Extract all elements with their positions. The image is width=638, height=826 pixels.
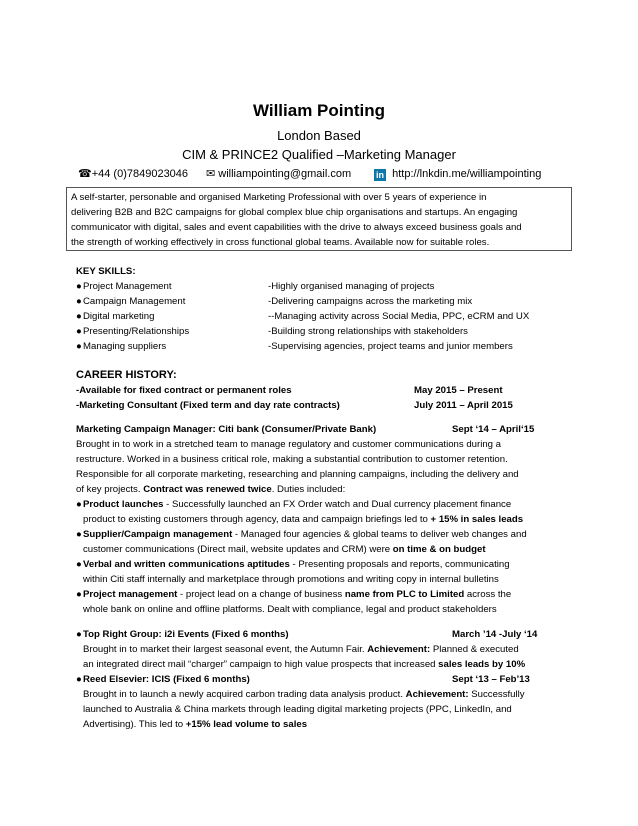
candidate-name: William Pointing: [252, 101, 386, 120]
bullet-icon: ●: [76, 341, 82, 352]
job-dates: March ’14 -July ‘14: [452, 629, 538, 640]
bullet-icon: ●: [76, 589, 82, 600]
envelope-icon: ✉: [206, 168, 216, 180]
duty-item: ●Verbal and written communications aptitudes - Presenting proposals and reports, communicating: [76, 559, 510, 570]
job-dates: Sept ‘14 – April‘15: [452, 424, 535, 435]
career-dates: May 2015 – Present: [414, 385, 503, 396]
bullet-icon: ●: [76, 559, 82, 570]
bullet-icon: ●: [76, 629, 82, 640]
candidate-title: CIM & PRINCE2 Qualified –Marketing Manager: [182, 147, 456, 162]
job-text: Brought in to launch a newly acquired carbon trading data analysis product. Achievement: Successfully: [83, 689, 525, 700]
duty-item: ●Supplier/Campaign management - Managed four agencies & global teams to deliver web changes and: [76, 529, 527, 540]
bullet-icon: ●: [76, 499, 82, 510]
job-dates: Sept ‘13 – Feb’13: [452, 674, 530, 685]
email-link[interactable]: williampointing@gmail.com: [218, 168, 352, 180]
summary-box: [66, 187, 572, 251]
phone-number: +44 (0)7849023046: [91, 168, 189, 180]
job-text: Brought in to market their largest seasonal event, the Autumn Fair. Achievement: Planned & executed: [83, 644, 519, 655]
job-title: ●Reed Elsevier: ICIS (Fixed 6 months): [76, 674, 250, 685]
job-text: Responsible for all corporate marketing, researching and planning campaigns, including the delivery and: [76, 469, 519, 480]
skills-heading: KEY SKILLS:: [76, 266, 136, 277]
career-role: -Available for fixed contract or permanent roles: [76, 385, 292, 396]
duty-item: ●Project management - project lead on a change of business name from PLC to Limited across the: [76, 589, 512, 600]
duty-item: ●Product launches - Successfully launched an FX Order watch and Dual currency placement finance: [76, 499, 512, 510]
summary-line: delivering B2B and B2C campaigns for global complex blue chip organisations and startups. An engaging: [71, 207, 518, 218]
skill-detail: -Building strong relationships with stakeholders: [268, 326, 468, 337]
summary-line: the strength of working effectively in cross functional global teams. Available now for suitable roles.: [71, 237, 490, 248]
summary-line: A self-starter, personable and organised Marketing Professional with over 5 years of experience in: [71, 192, 487, 203]
email-block: [206, 166, 351, 182]
job-title: Marketing Campaign Manager: Citi bank (Consumer/Private Bank): [76, 424, 377, 435]
duty-item-cont: product to existing customers through agency, data and campaign briefings led to + 15% in sales leads: [83, 514, 524, 525]
job-text: Brought in to work in a stretched team to manage regulatory and customer communications during a: [76, 439, 502, 450]
skill-item: ●Campaign Management: [76, 296, 186, 307]
skill-detail: -Delivering campaigns across the marketing mix: [268, 296, 473, 307]
skill-item: ●Project Management: [76, 281, 172, 292]
summary-line: communicator with digital, sales and event capabilities with the drive to always exceed business goals and: [71, 222, 522, 233]
bullet-icon: ●: [76, 296, 82, 307]
duty-item-cont: whole bank on online and offline platforms. Dealt with compliance, legal and product stakeholders: [83, 604, 497, 615]
linkedin-block: [374, 166, 541, 182]
job-text: an integrated direct mail “charger” campaign to high value prospects that increased sales leads by 10%: [83, 659, 526, 670]
skill-detail: -Highly organised managing of projects: [268, 281, 435, 292]
skill-detail: --Managing activity across Social Media, PPC, eCRM and UX: [268, 311, 530, 322]
candidate-location: London Based: [277, 128, 361, 143]
job-text: launched to Australia & China markets through leading digital marketing projects (PPC, LinkedIn, and: [83, 704, 512, 715]
job-title: ●Top Right Group: i2i Events (Fixed 6 months): [76, 629, 289, 640]
bullet-icon: ●: [76, 311, 82, 322]
career-dates: July 2011 – April 2015: [414, 400, 513, 411]
bullet-icon: ●: [76, 529, 82, 540]
skill-detail: -Supervising agencies, project teams and junior members: [268, 341, 513, 352]
bullet-icon: ●: [76, 281, 82, 292]
skill-item: ●Managing suppliers: [76, 341, 167, 352]
duty-item-cont: within Citi staff internally and marketplace through promotions and writing copy in internal bulletins: [83, 574, 499, 585]
bullet-icon: ●: [76, 674, 82, 685]
career-heading: CAREER HISTORY:: [76, 369, 177, 381]
duty-item-cont: customer communications (Direct mail, website updates and CRM) were on time & on budget: [83, 544, 486, 555]
bullet-icon: ●: [76, 326, 82, 337]
phone-icon: ☎: [78, 168, 92, 180]
job-text: restructure. Worked in a business critical role, making a substantial contribution to customer retention.: [76, 454, 508, 465]
career-role: -Marketing Consultant (Fixed term and day rate contracts): [76, 400, 340, 411]
skill-item: ●Presenting/Relationships: [76, 326, 190, 337]
skill-item: ●Digital marketing: [76, 311, 155, 322]
job-text: Advertising). This led to +15% lead volume to sales: [83, 719, 308, 730]
linkedin-icon: in: [376, 170, 384, 180]
job-text: of key projects. Contract was renewed twice. Duties included:: [76, 484, 346, 495]
linkedin-link[interactable]: http://lnkdin.me/williampointing: [392, 168, 542, 180]
contact-row: [78, 166, 188, 182]
